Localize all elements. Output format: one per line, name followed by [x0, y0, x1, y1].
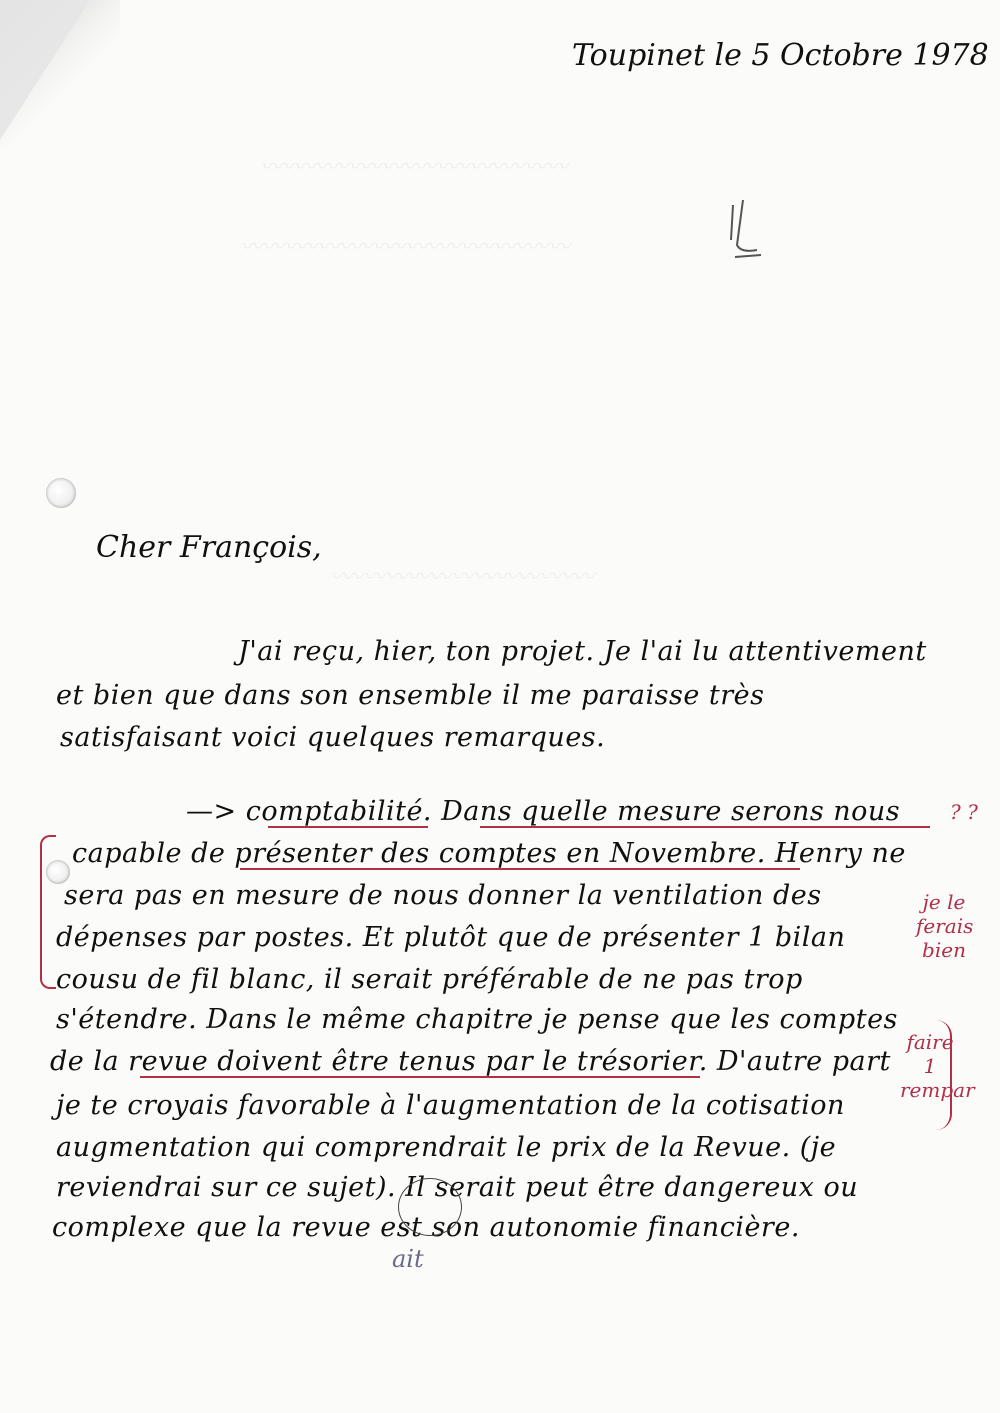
margin-note-line: ferais [916, 914, 974, 938]
letter-line: je te croyais favorable à l'augmentation de la cotisation [56, 1090, 845, 1121]
red-underline [140, 1076, 700, 1078]
margin-note-line: 1 [923, 1054, 937, 1078]
margin-note-faire [900, 1030, 975, 1102]
letter-line: augmentation qui comprendrait le prix de la Revue. (je [56, 1132, 837, 1163]
letter-line: J'ai reçu, hier, ton projet. Je l'ai lu attentivement [238, 636, 927, 667]
bleed-through-mark: 〰〰〰〰〰〰〰〰〰〰〰〰 [330, 565, 595, 590]
letter-line: capable de présenter des comptes en Novembre. Henry ne [72, 838, 906, 869]
letter-line: de la revue doivent être tenus par le trésorier. D'autre part [50, 1046, 891, 1077]
red-margin-bracket [40, 835, 56, 989]
letter-line: complexe que la revue est son autonomie financière. [52, 1212, 800, 1243]
bleed-through-mark: 〰〰〰〰〰〰〰〰〰〰〰〰〰〰 [260, 155, 569, 180]
bleed-through-mark: 〰〰〰〰〰〰〰〰〰〰〰〰〰〰〰 [240, 235, 571, 260]
letter-line: satisfaisant voici quelques remarques. [60, 722, 606, 753]
pencil-annotation: ait [392, 1245, 424, 1273]
folded-corner [0, 0, 90, 140]
letter-date: Toupinet le 5 Octobre 1978 [572, 38, 989, 73]
letter-salutation: Cher François, [96, 530, 322, 565]
margin-note-line: rempar [900, 1078, 975, 1102]
letter-line: reviendrai sur ce sujet). Il serait peut être dangereux ou [56, 1172, 859, 1203]
red-underline [268, 826, 428, 828]
margin-note-line: bien [922, 938, 966, 962]
circled-word-mark [398, 1178, 462, 1236]
letter-line: s'étendre. Dans le même chapitre je pense que les comptes [56, 1004, 898, 1035]
letter-line: cousu de fil blanc, il serait préférable de ne pas trop [56, 964, 803, 995]
letter-line: et bien que dans son ensemble il me paraisse très [56, 680, 765, 711]
margin-note-je-le-ferais [916, 890, 972, 962]
margin-note-line: je le [922, 890, 966, 914]
red-underline [480, 826, 930, 828]
red-underline [240, 868, 800, 870]
letter-line: —> comptabilité. Dans quelle mesure serons nous [186, 796, 901, 827]
letter-line: sera pas en mesure de nous donner la ventilation des [64, 880, 822, 911]
margin-note-question: ? ? [950, 800, 978, 824]
check-mark-icon [725, 195, 765, 265]
margin-note-line: faire [906, 1030, 954, 1054]
punch-hole [46, 478, 76, 508]
letter-line: dépenses par postes. Et plutôt que de présenter 1 bilan [56, 922, 846, 953]
